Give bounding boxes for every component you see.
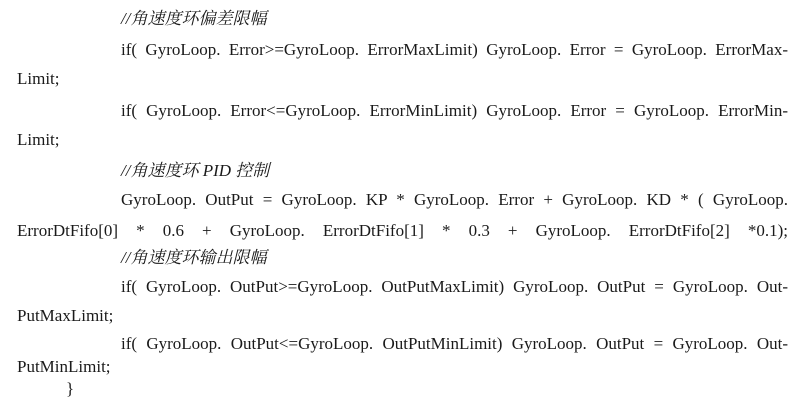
- comment-output-limit: //角速度环输出限幅: [121, 248, 267, 267]
- comment-pid-control: //角速度环 PID 控制: [121, 161, 270, 180]
- code-line-error-max: if( GyroLoop. Error>=GyroLoop. ErrorMaxLimit) GyroLoop. Error = GyroLoop. ErrorMax-: [121, 40, 788, 59]
- closing-brace: }: [66, 379, 75, 398]
- code-line-error-max-cont: Limit;: [17, 69, 60, 88]
- code-line-error-min: if( GyroLoop. Error<=GyroLoop. ErrorMinLimit) GyroLoop. Error = GyroLoop. ErrorMin-: [121, 101, 788, 120]
- code-line-output-calc-cont: ErrorDtFifo[0] * 0.6 + GyroLoop. ErrorDtFifo[1] * 0.3 + GyroLoop. ErrorDtFifo[2] *0.1);: [17, 221, 788, 240]
- comment-error-limit: //角速度环偏差限幅: [121, 9, 267, 28]
- code-line-output-max: if( GyroLoop. OutPut>=GyroLoop. OutPutMaxLimit) GyroLoop. OutPut = GyroLoop. Out-: [121, 277, 788, 296]
- code-line-output-min-cont: PutMinLimit;: [17, 357, 111, 376]
- code-line-error-min-cont: Limit;: [17, 130, 60, 149]
- code-line-output-calc: GyroLoop. OutPut = GyroLoop. KP * GyroLoop. Error + GyroLoop. KD * ( GyroLoop.: [121, 190, 788, 209]
- code-line-output-min-a: if( GyroLoop. OutPut<=GyroLoop. OutPutMinLimit) GyroLoop. OutPut = GyroLoop. Out-: [121, 334, 788, 353]
- code-line-output-max-cont: PutMaxLimit;: [17, 306, 114, 325]
